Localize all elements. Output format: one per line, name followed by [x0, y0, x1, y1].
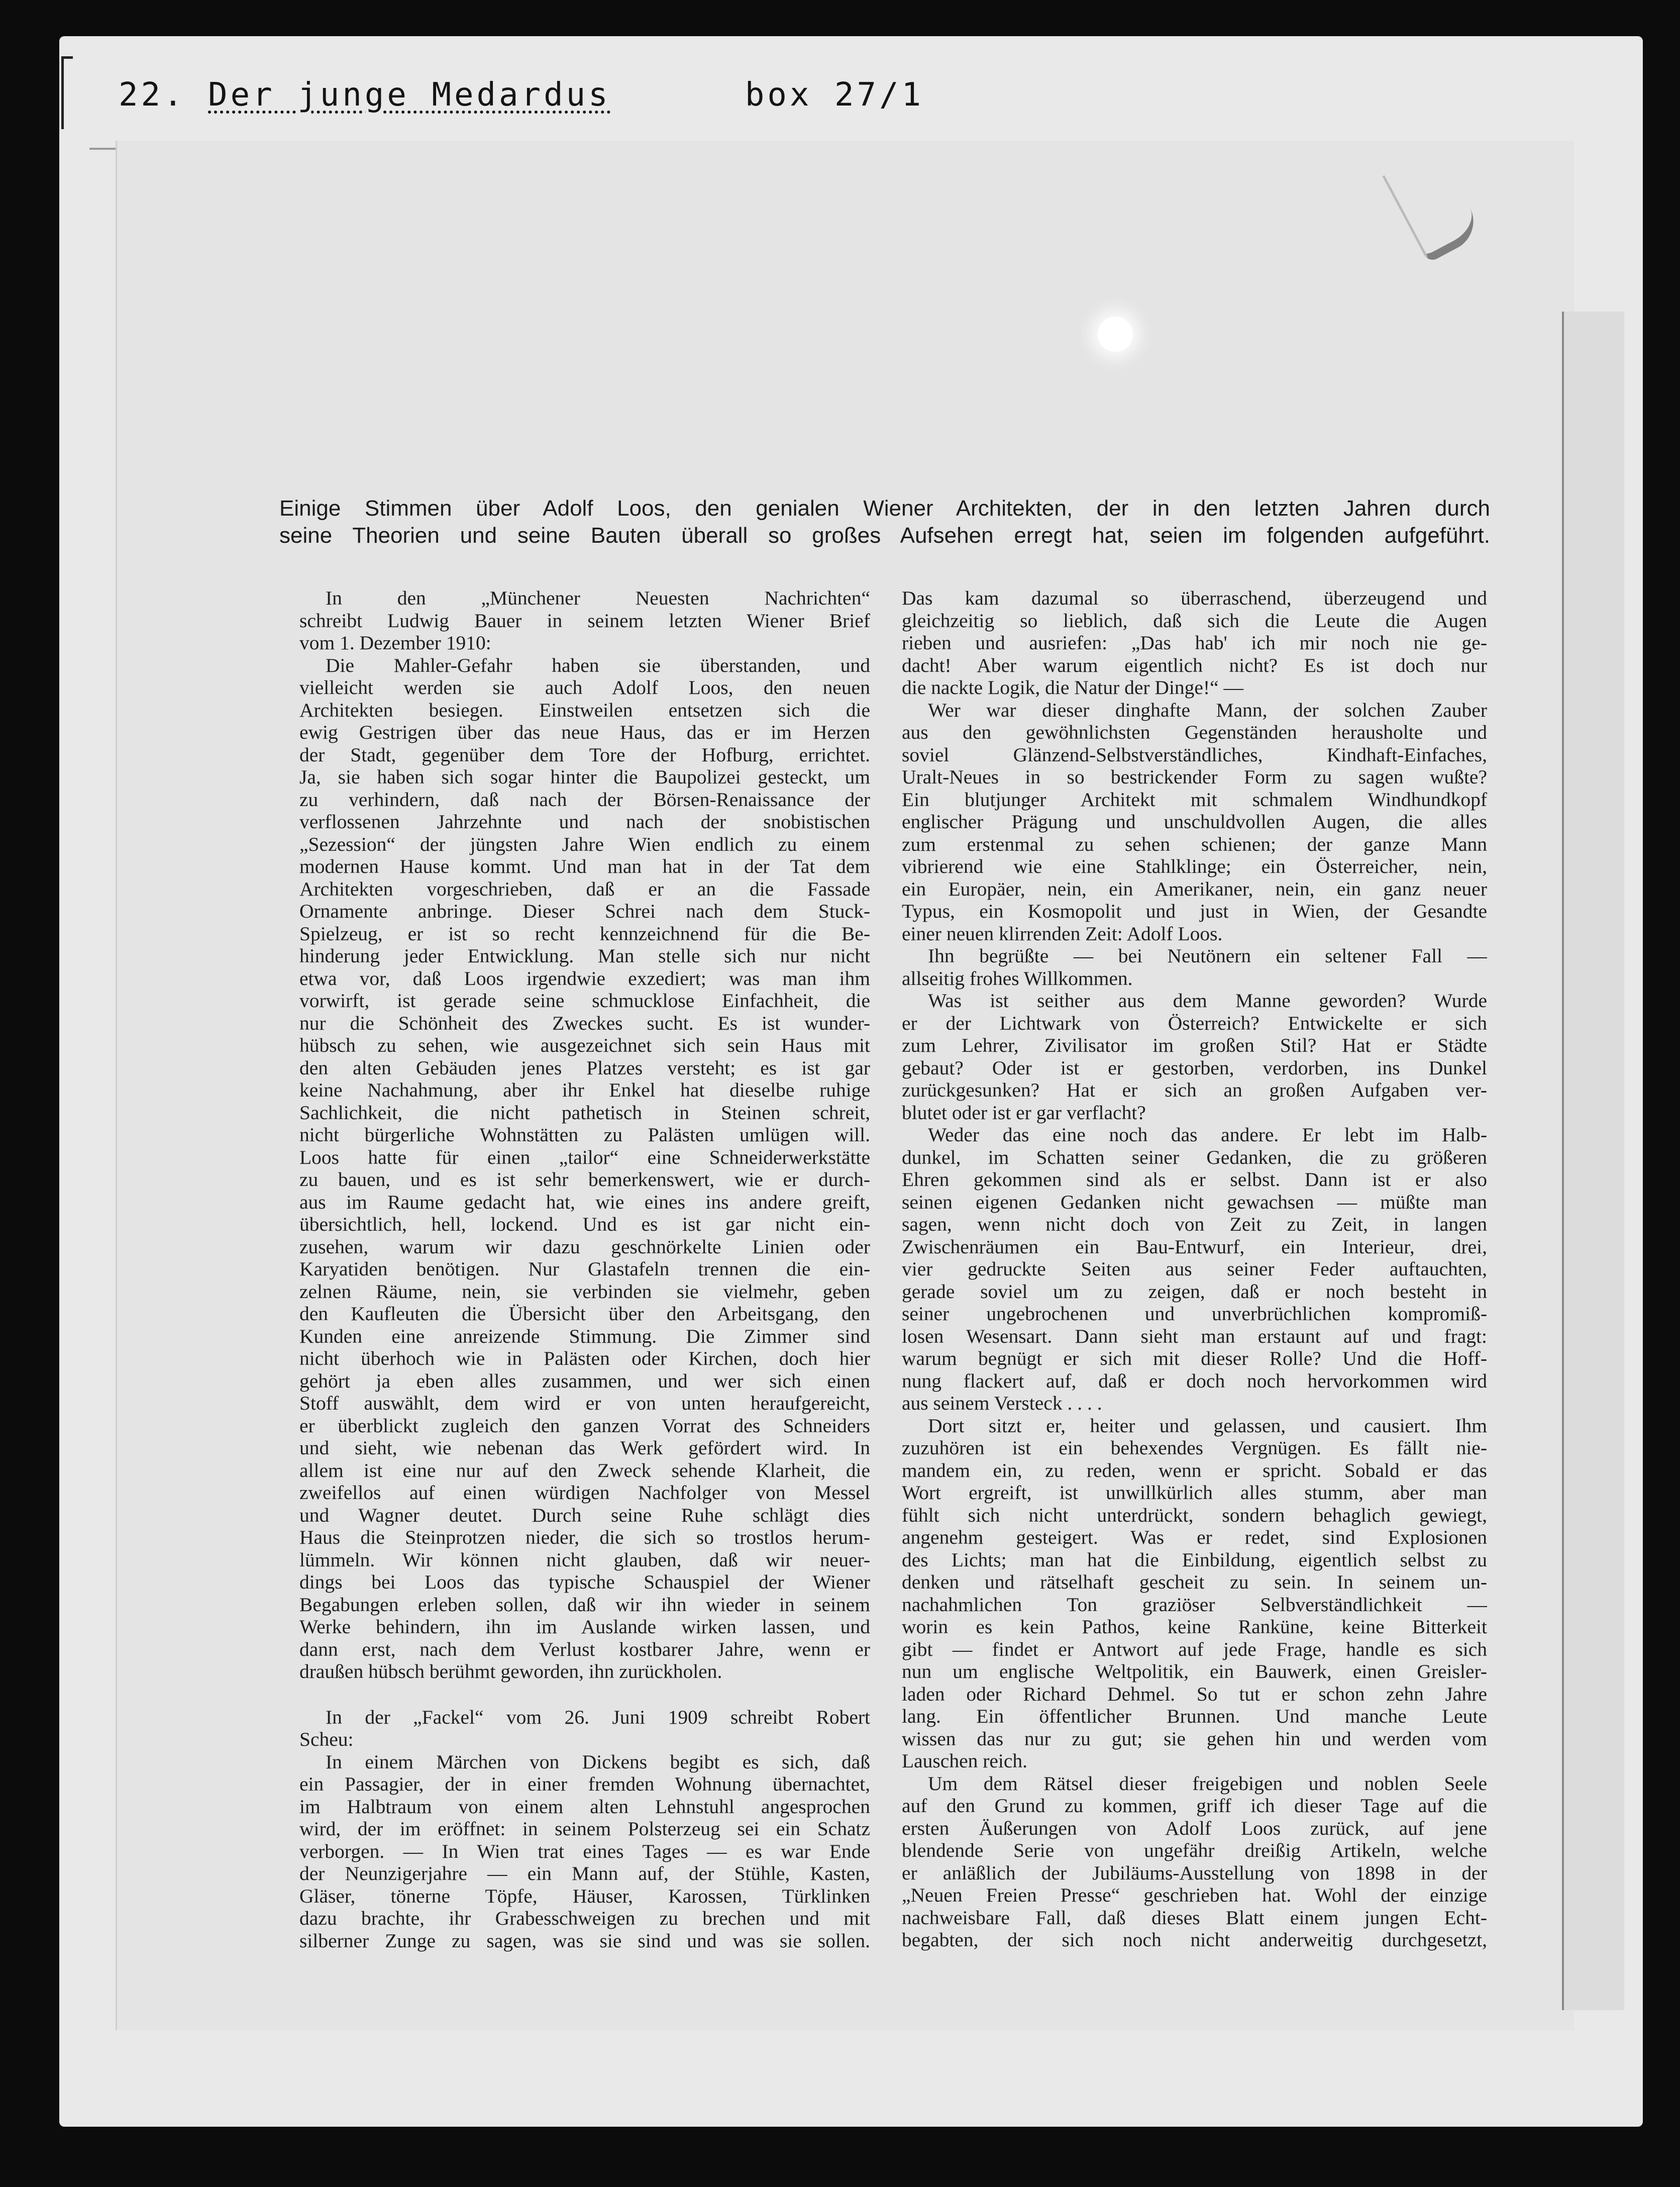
text-line: sagen, wenn nicht doch von Zeit zu Zeit, in langen [902, 1213, 1487, 1235]
text-line: zweifellos auf einen würdigen Nachfolger von Messel [299, 1481, 870, 1504]
text-line: silberner Zunge zu sagen, was sie sind und was sie sollen. [299, 1929, 870, 1952]
text-line: rieben und ausriefen: „Das hab' ich mir noch nie ge- [902, 632, 1487, 654]
text-line: Gläser, tönerne Töpfe, Häuser, Karossen, Türklinken [299, 1884, 870, 1907]
text-line: Ein blutjunger Architekt mit schmalem Windhundkopf [902, 788, 1487, 811]
text-line: vielleicht werden sie auch Adolf Loos, den neuen [299, 676, 870, 699]
light-glare [1098, 317, 1133, 352]
intro-line: seine Theorien und seine Bauten überall so großes Aufsehen erregt hat, seien im folgenden aufgeführt. [279, 523, 1490, 548]
text-line: Scheu: [299, 1728, 354, 1750]
text-line: hinderung jeder Entwicklung. Man stelle sich nur nicht [299, 945, 870, 967]
text-line: englischer Prägung und unschuldvollen Augen, die alles [902, 811, 1487, 833]
text-line: Das kam dazumal so überraschend, überzeugend und [902, 587, 1487, 609]
text-line: zum erstenmal zu sehen schienen; der ganze Mann [902, 833, 1487, 855]
text-line: gerade soviel um zu zeigen, daß er noch besteht in [902, 1280, 1487, 1303]
text-line: angenehm gesteigert. Was er redet, sind Explosionen [902, 1526, 1487, 1548]
text-line: blendende Serie von ungefähr dreißig Artikeln, welche [902, 1839, 1487, 1861]
text-line: und sieht, wie nebenan das Werk gefördert wird. In [299, 1437, 870, 1459]
text-line: „Sezession“ der jüngsten Jahre Wien endlich zu einem [299, 833, 870, 855]
text-line: der Stadt, gegenüber dem Tore der Hofburg, errichtet. [299, 743, 870, 766]
text-line: gebaut? Oder ist er gestorben, verdorben, ins Dunkel [902, 1056, 1487, 1079]
text-line: Werke behindern, ihn im Auslande wirken lassen, und [299, 1616, 870, 1638]
text-line: auf den Grund zu kommen, griff ich dieser Tage auf die [902, 1795, 1487, 1817]
text-line: worin es kein Pathos, keine Ranküne, keine Bitterkeit [902, 1616, 1487, 1638]
text-line: Wort ergreift, ist unwillkürlich alles stumm, aber man [902, 1481, 1487, 1504]
text-line: dazu brachte, ihr Grabesschweigen zu brechen und mit [299, 1907, 870, 1929]
text-line: nachahmlichen Ton graziöser Selbverständlichkeit — [902, 1593, 1487, 1616]
paragraph-gap [299, 1683, 870, 1706]
text-line: zu verhindern, daß nach der Börsen-Renaissance der [299, 788, 870, 811]
archive-label [59, 36, 994, 112]
text-line: Begabungen erleben sollen, daß wir ihn wieder in seinem [299, 1593, 870, 1616]
text-line: Architekten besiegen. Einstweilen entsetzen sich die [299, 699, 870, 721]
text-line: mandem ein, zu reden, wenn er spricht. Sobald er das [902, 1459, 1487, 1481]
text-line: der Neunzigerjahre — ein Mann auf, der Stühle, Kasten, [299, 1862, 870, 1884]
archive-number: 22. [119, 76, 186, 114]
text-line: ein Passagier, der in einer fremden Wohnung übernachtet, [299, 1773, 870, 1795]
text-line: dacht! Aber warum eigentlich nicht? Es ist doch nur [902, 654, 1487, 676]
text-line: losen Wesensart. Dann sieht man erstaunt auf und fragt: [902, 1325, 1487, 1347]
text-line: Sachlichkeit, die nicht pathetisch in Steinen schreit, [299, 1101, 870, 1124]
text-line: lang. Ein öffentlicher Brunnen. Und manche Leute [902, 1705, 1487, 1727]
text-line: einer neuen klirrenden Zeit: Adolf Loos. [902, 922, 1223, 945]
text-line: Um dem Rätsel dieser freigebigen und noblen Seele [928, 1772, 1487, 1795]
corner-bracket-mark [61, 56, 73, 129]
text-line: gehört ja eben alles zusammen, und wer sich einen [299, 1369, 870, 1392]
text-line: vibrierend wie eine Stahlklinge; ein Österreicher, nein, [902, 855, 1487, 877]
text-line: ewig Gestrigen über das neue Haus, das er im Herzen [299, 721, 870, 743]
text-line: Kunden eine anreizende Stimmung. Die Zimmer sind [299, 1325, 870, 1347]
text-line: Dort sitzt er, heiter und gelassen, und causiert. Ihm [928, 1414, 1487, 1437]
text-line: gleichzeitig so lieblich, daß sich die Leute die Augen [902, 609, 1487, 632]
text-line: zu bauen, und es ist sehr bemerkenswert, wie er durch- [299, 1168, 870, 1190]
text-line: seinen eigenen Gedanken nicht gewachsen — müßte man [902, 1190, 1487, 1213]
text-line: nur die Schönheit des Zweckes sucht. Es ist wunder- [299, 1012, 870, 1034]
text-line: In einem Märchen von Dickens begibt es sich, daß [326, 1750, 870, 1773]
left-column [299, 587, 870, 1952]
text-line: den Kaufleuten die Übersicht über den Arbeitsgang, den [299, 1303, 870, 1325]
text-line: Ornamente anbringe. Dieser Schrei nach dem Stuck- [299, 900, 870, 922]
text-line: Uralt-Neues in so bestrickender Form zu sagen wußte? [902, 766, 1487, 788]
text-line: laden oder Richard Dehmel. So tut er schon zehn Jahre [902, 1682, 1487, 1705]
text-line: aus im Raume gedacht hat, wie eines ins andere greift, [299, 1190, 870, 1213]
text-line: Haus die Steinprotzen nieder, die sich so trostlos herum- [299, 1526, 870, 1548]
text-line: In der „Fackel“ vom 26. Juni 1909 schreibt Robert [326, 1706, 870, 1728]
text-line: verborgen. — In Wien trat eines Tages — es war Ende [299, 1840, 870, 1862]
text-line: hübsch zu sehen, wie ausgezeichnet sich sein Haus mit [299, 1034, 870, 1056]
text-line: keine Nachahmung, aber ihr Enkel hat dieselbe ruhige [299, 1079, 870, 1101]
text-line: dings bei Loos das typische Schauspiel der Wiener [299, 1571, 870, 1593]
text-line: nicht überhoch wie in Palästen oder Kirchen, doch hier [299, 1347, 870, 1369]
text-line: Ehren gekommen sind als er selbst. Dann ist er also [902, 1168, 1487, 1190]
text-line: dann erst, nach dem Verlust kostbarer Jahre, wenn er [299, 1638, 870, 1660]
text-line: ersten Äußerungen von Adolf Loos zurück, auf jene [902, 1817, 1487, 1839]
text-line: die nackte Logik, die Natur der Dinge!“ — [902, 676, 1244, 699]
text-line: aus seinem Versteck . . . . [902, 1392, 1102, 1414]
text-line: begabten, der sich noch nicht anderweitig durchgesetzt, [902, 1929, 1487, 1951]
text-line: aus den gewöhnlichsten Gegenständen herausholte und [902, 721, 1487, 743]
text-line: denken und rätselhaft gescheit zu sein. In seinem un- [902, 1571, 1487, 1593]
text-line: seiner ungebrochenen und unverbrüchlichen kompromiß- [902, 1303, 1487, 1325]
text-line: schreibt Ludwig Bauer in seinem letzten Wiener Brief [299, 609, 870, 632]
text-line: Karyatiden benötigen. Nur Glastafeln trennen die ein- [299, 1258, 870, 1280]
text-line: vom 1. Dezember 1910: [299, 632, 491, 654]
text-line: verflossenen Jahrzehnte und nach der snobistischen [299, 811, 870, 833]
text-line: Architekten vorgeschrieben, daß er an die Fassade [299, 877, 870, 900]
text-line: übersichtlich, hell, lockend. Und es ist gar nicht ein- [299, 1213, 870, 1235]
text-line: zuzuhören ist ein behexendes Vergnügen. Es fällt nie- [902, 1437, 1487, 1459]
text-line: Lauschen reich. [902, 1750, 1028, 1772]
text-line: den alten Gebäuden jenes Platzes versteht; es ist gar [299, 1056, 870, 1079]
text-line: modernen Hause kommt. Und man hat in der Tat dem [299, 855, 870, 877]
text-line: nicht bürgerliche Wohnstätten zu Palästen umlügen will. [299, 1124, 870, 1146]
text-line: allseitig frohes Willkommen. [902, 967, 1133, 989]
text-line: vier gedruckte Seiten aus seiner Feder auftauchten, [902, 1258, 1487, 1280]
archive-label-line [119, 76, 924, 114]
text-line: Ja, sie haben sich sogar hinter die Baupolizei gesteckt, um [299, 766, 870, 788]
text-line: Typus, ein Kosmopolit und just in Wien, der Gesandte [902, 900, 1487, 922]
text-line: „Neuen Freien Presse“ geschrieben hat. Wohl der einzige [902, 1884, 1487, 1906]
text-line: warum begnügt er sich mit dieser Rolle? Und die Hoff- [902, 1347, 1487, 1369]
text-line: In den „Münchener Neuesten Nachrichten“ [326, 587, 870, 609]
text-line: blutet oder ist er gar verflacht? [902, 1101, 1146, 1124]
text-line: nachweisbare Fall, daß dieses Blatt einem jungen Echt- [902, 1906, 1487, 1929]
text-line: soviel Glänzend-Selbstverständliches, Kindhaft-Einfaches, [902, 743, 1487, 766]
text-line: Die Mahler-Gefahr haben sie überstanden, und [326, 654, 870, 676]
text-line: wird, der im eröffnet: in seinem Polsterzeug sei ein Schatz [299, 1818, 870, 1840]
text-line: und Wagner deutet. Durch seine Ruhe schlägt dies [299, 1504, 870, 1526]
text-line: Ihn begrüßte — bei Neutönern ein seltener Fall — [928, 945, 1487, 967]
text-line: fühlt sich nicht unterdrückt, sondern behaglich gewiegt, [902, 1504, 1487, 1526]
clipping-fold-edge [1562, 312, 1624, 2010]
text-line: Weder das eine noch das andere. Er lebt im Halb- [928, 1124, 1487, 1146]
text-line: nung flackert auf, daß er doch noch hervorkommen wird [902, 1369, 1487, 1392]
text-line: Was ist seither aus dem Manne geworden? Wurde [928, 989, 1487, 1012]
text-line: Zwischenräumen ein Bau-Entwurf, ein Interieur, drei, [902, 1235, 1487, 1258]
text-line: nun um englische Weltpolitik, ein Bauwerk, einen Greisler- [902, 1660, 1487, 1682]
text-line: vorwirft, ist gerade seine schmucklose Einfachheit, die [299, 989, 870, 1012]
text-line: im Halbtraum von einem alten Lehnstuhl angesprochen [299, 1795, 870, 1818]
intro-line: Einige Stimmen über Adolf Loos, den genialen Wiener Architekten, der in den letzten Jahren durch [279, 496, 1490, 521]
archive-title: Der junge Medardus [208, 76, 611, 114]
text-line: wissen das nur zu gut; sie gehen hin und werden vom [902, 1727, 1487, 1750]
text-line: Loos hatte für einen „tailor“ eine Schneiderwerkstätte [299, 1146, 870, 1168]
text-line: gibt — findet er Antwort auf jede Frage, handle es sich [902, 1638, 1487, 1660]
text-line: Spielzeug, er ist so recht kennzeichnend für die Be- [299, 922, 870, 945]
text-line: allem ist eine nur auf den Zweck sehende Klarheit, die [299, 1459, 870, 1481]
text-line: dunkel, im Schatten seiner Gedanken, die zu größeren [902, 1146, 1487, 1168]
text-line: zurückgesunken? Hat er sich an großen Aufgaben ver- [902, 1079, 1487, 1101]
text-line: etwa vor, daß Loos irgendwie exzediert; was man ihm [299, 967, 870, 989]
text-line: Stoff auswählt, dem wird er von unten heraufgereicht, [299, 1392, 870, 1414]
text-line: ein Europäer, nein, ein Amerikaner, nein, ein ganz neuer [902, 877, 1487, 900]
text-line: zusehen, warum wir dazu geschnörkelte Linien oder [299, 1235, 870, 1258]
text-line: Wer war dieser dinghafte Mann, der solchen Zauber [928, 699, 1487, 721]
text-line: draußen hübsch berühmt geworden, ihn zurückholen. [299, 1660, 722, 1682]
text-line: lümmeln. Wir können nicht glauben, daß wir neuer- [299, 1548, 870, 1571]
text-line: des Lichts; man hat die Einbildung, eigentlich selbst zu [902, 1548, 1487, 1571]
text-line: zum Lehrer, Zivilisator im großen Stil? Hat er Städte [902, 1034, 1487, 1056]
text-line: er überblickt zugleich den ganzen Vorrat des Schneiders [299, 1414, 870, 1437]
right-column [902, 587, 1487, 1951]
text-line: er der Lichtwark von Österreich? Entwickelte er sich [902, 1012, 1487, 1034]
archive-box: box 27/1 [745, 76, 924, 114]
intro-heading [279, 495, 1490, 549]
text-line: er anläßlich der Jubiläums-Ausstellung von 1898 in der [902, 1861, 1487, 1884]
text-line: zelnen Räume, nein, sie verbinden sie vielmehr, geben [299, 1280, 870, 1303]
